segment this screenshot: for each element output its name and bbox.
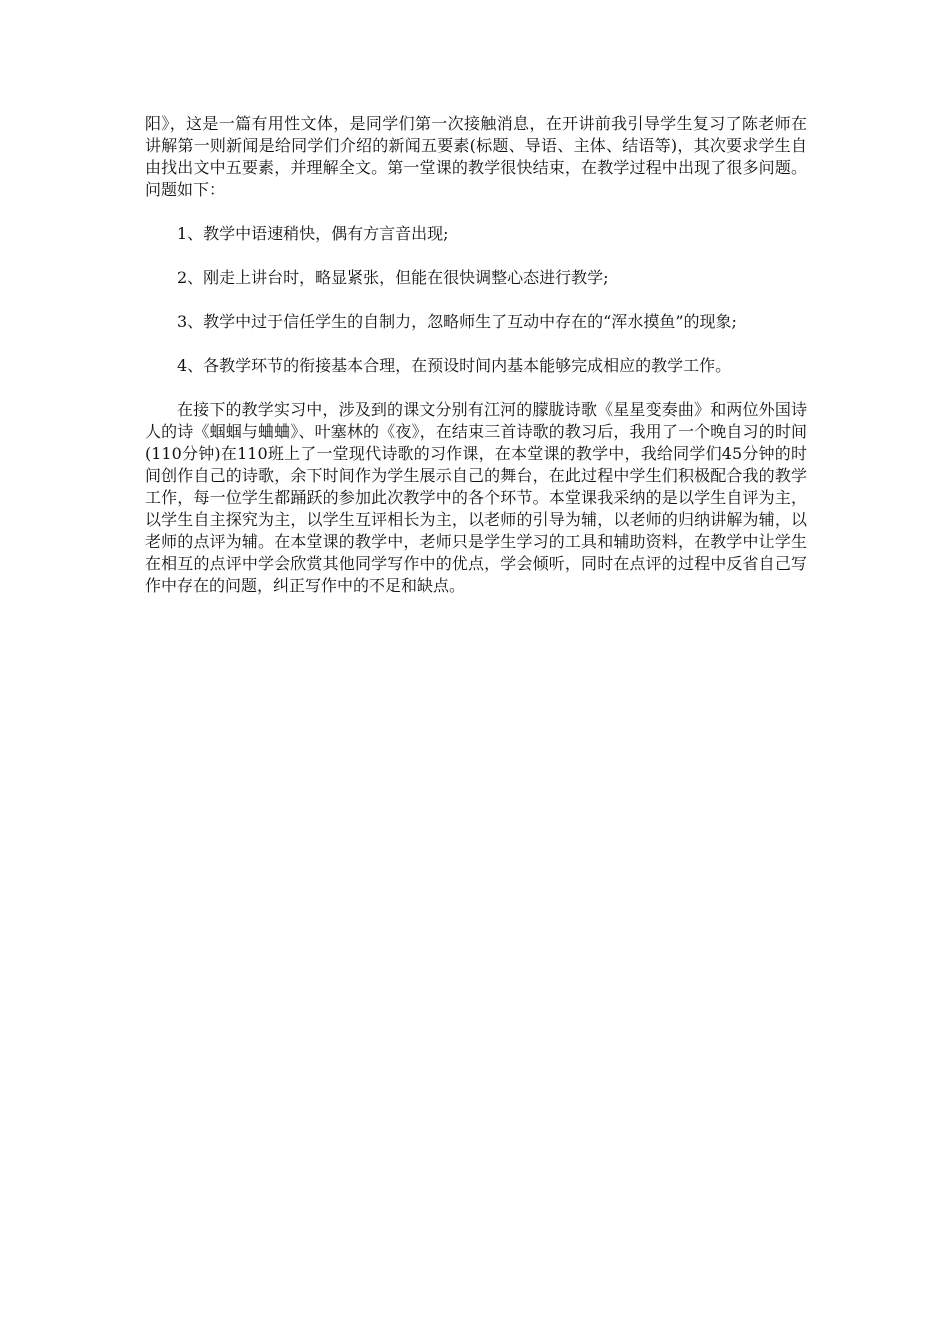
paragraph-problem-1: 1、教学中语速稍快，偶有方言音出现; <box>177 224 449 243</box>
paragraph-problem-4: 4、各教学环节的衔接基本合理，在预设时间内基本能够完成相应的教学工作。 <box>177 356 732 375</box>
paragraph-problem-3: 3、教学中过于信任学生的自制力，忽略师生了互动中存在的“浑水摸鱼”的现象; <box>177 312 737 331</box>
paragraph-problem-2: 2、刚走上讲台时，略显紧张，但能在很快调整心态进行教学; <box>177 268 609 287</box>
paragraph-poetry-lesson: 在接下的教学实习中，涉及到的课文分别有江河的朦胧诗歌《星星变奏曲》和两位外国诗人的诗《蝈蝈与蛐蛐》、叶塞林的《夜》，在结束三首诗歌的教习后，我用了一个晚自习的时间(110分钟)在110班上了一堂现代诗歌的习作课，在本堂课的教学中，我给同学们45分钟的时间创作自己的诗歌，余下时间作为学生展示自己的舞台，在此过程中学生们积极配合我的教学工作，每一位学生都踊跃的参加此次教学中的各个环节。本堂课我采纳的是以学生自评为主，以学生自主探究为主，以学生互评相长为主，以老师的引导为辅，以老师的归纳讲解为辅，以老师的点评为辅。在本堂课的教学中，老师只是学生学习的工具和辅助资料，在教学中让学生在相互的点评中学会欣赏其他同学写作中的优点，学会倾听，同时在点评的过程中反省自己写作中存在的问题，纠正写作中的不足和缺点。 <box>145 400 807 595</box>
paragraph-intro-continued: 阳》，这是一篇有用性文体，是同学们第一次接触消息，在开讲前我引导学生复习了陈老师在讲解第一则新闻是给同学们介绍的新闻五要素(标题、导语、主体、结语等)，其次要求学生自由找出文中五要素，并理解全文。第一堂课的教学很快结束，在教学过程中出现了很多问题。问题如下： <box>145 114 807 199</box>
document-body <box>145 113 807 619</box>
